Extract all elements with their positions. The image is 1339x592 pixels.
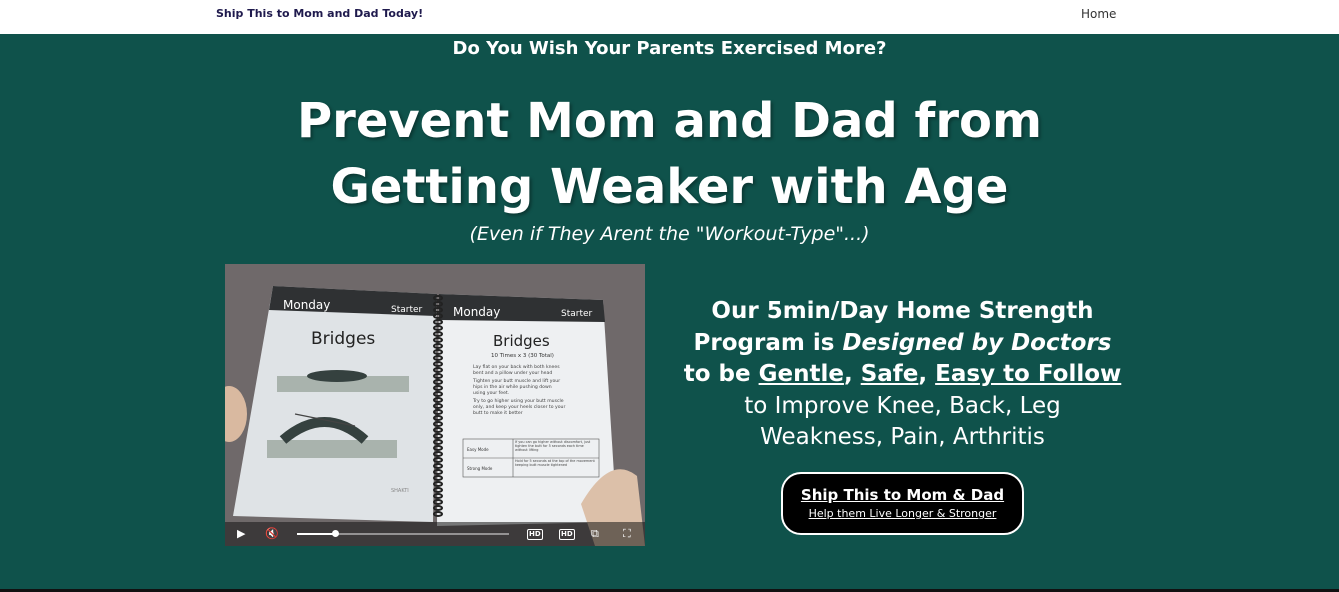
- program-pitch: [680, 296, 1125, 454]
- fullscreen-icon[interactable]: ⛶: [623, 527, 631, 540]
- pitch-gentle: Gentle: [758, 361, 844, 387]
- video-frame-booklet: [225, 264, 645, 546]
- table-row-2-mode: Strong Mode: [467, 466, 493, 471]
- video-progress-fill: [297, 533, 335, 535]
- pitch-part-4: to Improve Knee, Back, Leg Weakness, Pain, Arthritis: [744, 392, 1061, 450]
- picture-in-picture-icon[interactable]: ⧉: [591, 527, 599, 540]
- hd-icon[interactable]: HD: [529, 530, 541, 538]
- hero-subhead: (Even if They Arent the "Workout-Type"...): [469, 223, 870, 245]
- instruction-line: Tighten your butt muscle and lift your: [473, 379, 561, 384]
- instruction-line: hips in the air while pushing down: [473, 385, 552, 390]
- top-nav-bar: [0, 0, 1339, 34]
- video-player[interactable]: [225, 264, 645, 546]
- video-progress-handle[interactable]: [332, 530, 339, 537]
- table-row-1-desc: If you can go higher without discomfort, just tighten the butt for 5 seconds each time without lifting: [515, 440, 591, 452]
- right-page-title: Bridges: [493, 332, 550, 350]
- right-page-day: Monday: [453, 305, 501, 319]
- instruction-line: butt to make it better: [473, 411, 523, 416]
- headline-line-1: Prevent Mom and Dad from: [296, 93, 1043, 149]
- quality-icon[interactable]: HD: [561, 530, 573, 538]
- pitch-comma-1: ,: [843, 361, 861, 387]
- brand-link[interactable]: Ship This to Mom and Dad Today!: [216, 7, 424, 20]
- play-icon[interactable]: ▶: [237, 527, 246, 540]
- right-page-level: Starter: [561, 309, 593, 319]
- left-page-title: Bridges: [311, 329, 376, 349]
- ship-to-parents-button[interactable]: [781, 472, 1024, 535]
- right-page-reps: 10 Times x 3 (30 Total): [491, 353, 554, 359]
- table-row-1-mode: Easy Mode: [467, 447, 489, 452]
- table-row-2-desc: Hold for 5 seconds at the top of the movement keeping butt muscle tightened: [515, 459, 595, 467]
- nav-home-link[interactable]: Home: [1081, 7, 1117, 21]
- headline-line-2: Getting Weaker with Age: [330, 159, 1009, 215]
- pitch-safe: Safe: [860, 361, 919, 387]
- cta-label: Ship This to Mom & Dad: [800, 486, 1005, 504]
- instruction-line: bent and a pillow under your head: [473, 371, 553, 376]
- pitch-comma-2: ,: [918, 361, 936, 387]
- pitch-easy-to-follow: Easy to Follow: [935, 361, 1122, 387]
- hero-eyebrow: Do You Wish Your Parents Exercised More?: [452, 38, 887, 59]
- left-page-level: Starter: [391, 305, 423, 315]
- instruction-line: using your feet.: [473, 391, 510, 396]
- instruction-line: Lay flat on your back with both knees: [473, 365, 560, 370]
- instruction-line: only, and keep your heels closer to your: [473, 405, 566, 410]
- pitch-part-3: to be: [683, 361, 759, 387]
- pitch-part-1: Our 5min/Day Home Strength Program is: [693, 298, 1094, 356]
- mute-icon[interactable]: 🔇: [265, 527, 279, 540]
- hero-headline: [0, 88, 1339, 220]
- left-page-day: Monday: [283, 298, 331, 312]
- instruction-line: Try to go higher using your butt muscle: [473, 399, 564, 404]
- cta-sublabel: Help them Live Longer & Stronger: [808, 507, 997, 520]
- booklet-watermark: SHAKTI: [391, 488, 409, 494]
- pitch-designed-by-doctors: Designed by Doctors: [842, 329, 1112, 356]
- video-progress-bar[interactable]: [297, 533, 509, 535]
- video-controls: [225, 522, 645, 546]
